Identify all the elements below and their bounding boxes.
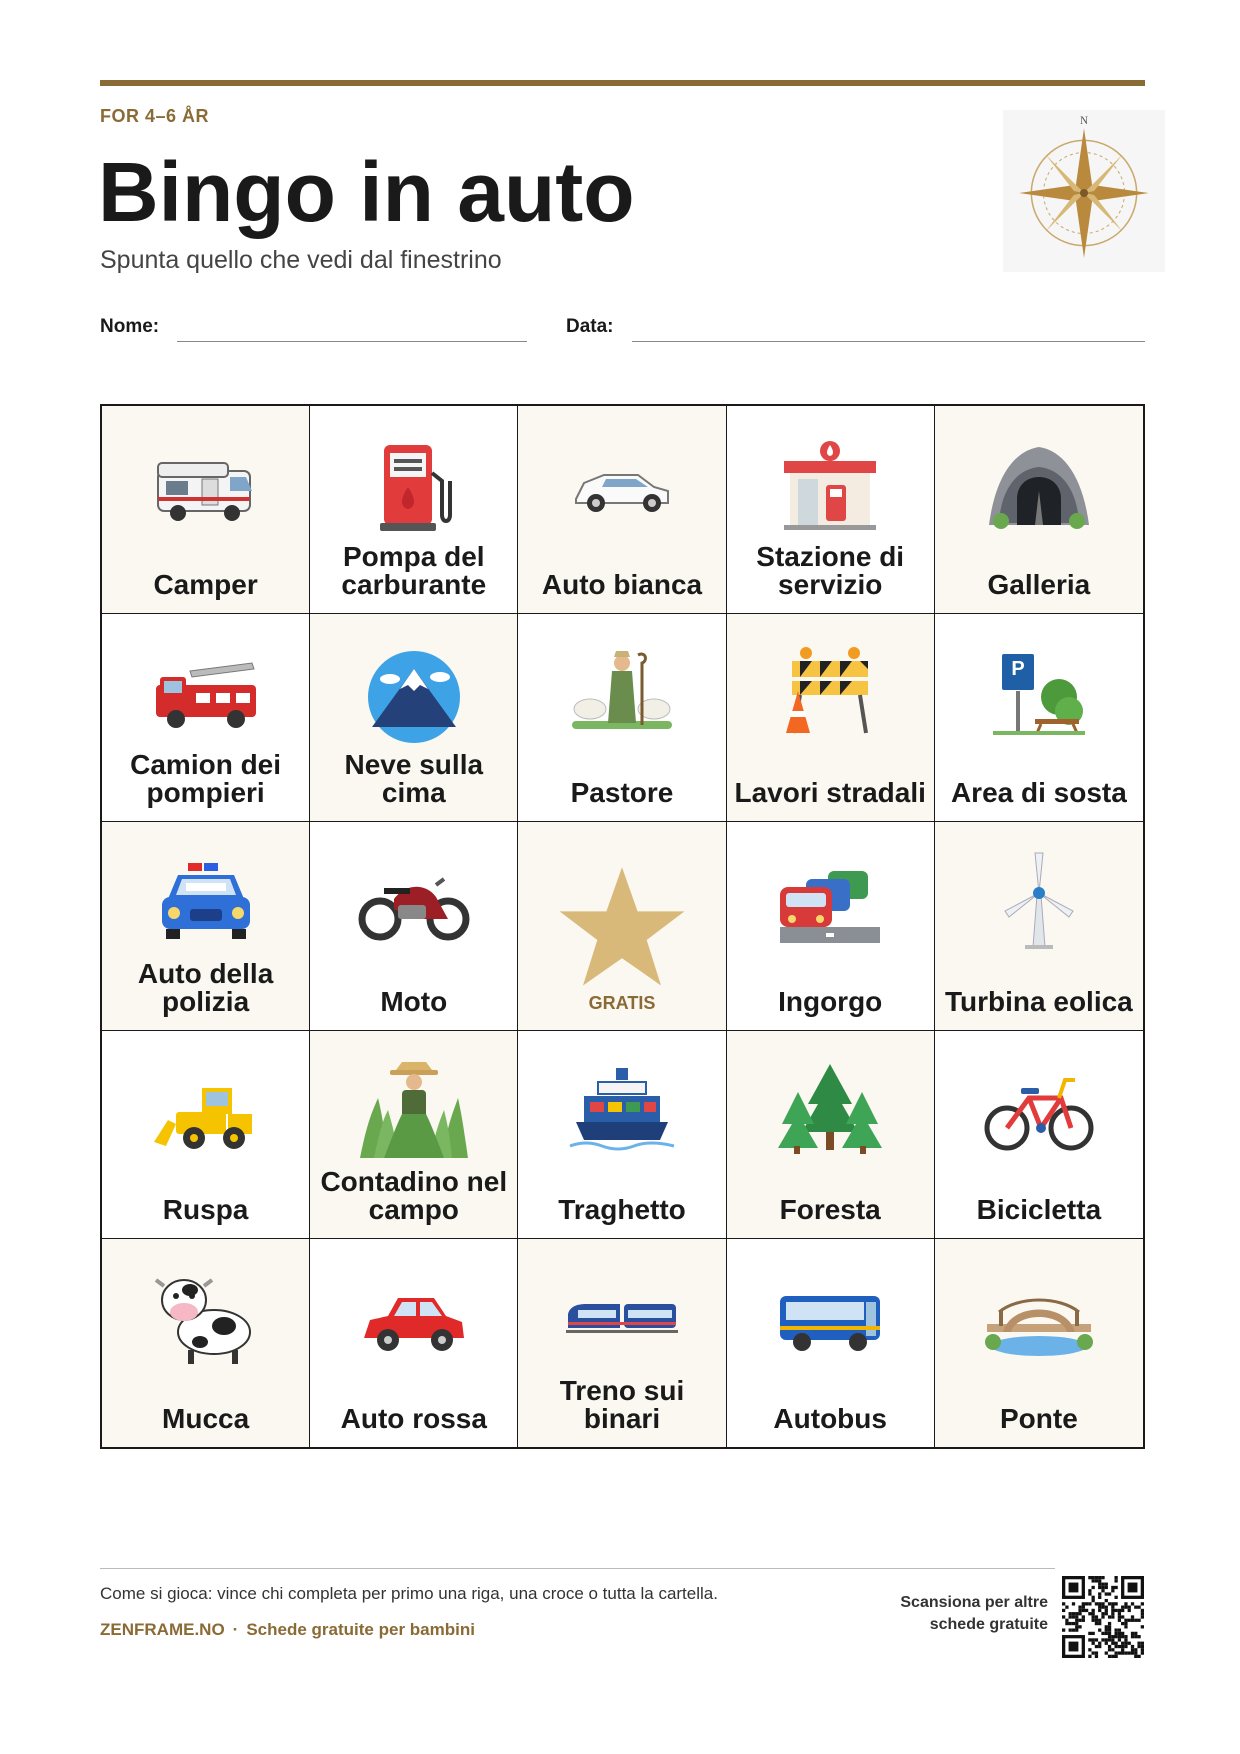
bingo-cell[interactable] <box>727 406 935 614</box>
bingo-cell-label: Camper <box>153 569 258 601</box>
bingo-cell-label: Camion dei pompieri <box>130 749 282 809</box>
bridge-icon <box>979 1261 1099 1371</box>
bingo-cell[interactable] <box>935 1031 1143 1239</box>
bingo-cell-label: Mucca <box>162 1402 250 1434</box>
date-field[interactable] <box>632 341 1145 342</box>
how-to-play-text: Come si gioca: vince chi completa per primo una riga, una croce o tutta la cartella. <box>100 1584 718 1603</box>
wind-turbine-icon <box>979 844 1099 954</box>
bingo-cell[interactable] <box>102 406 310 614</box>
age-label: FOR 4–6 ÅR <box>100 106 210 126</box>
bingo-cell-label: Auto della polizia <box>137 957 274 1017</box>
scan-caption <box>860 1592 1048 1637</box>
bingo-cell-label: Auto bianca <box>541 569 703 601</box>
ferry-icon <box>562 1053 682 1163</box>
bingo-cell-free[interactable] <box>518 822 726 1030</box>
compass-north-label: N <box>1079 115 1089 128</box>
roadwork-icon <box>770 636 890 746</box>
white-car-icon <box>562 428 682 538</box>
bingo-cell[interactable] <box>310 1031 518 1239</box>
bingo-cell-label: Neve sulla cima <box>344 749 484 809</box>
fuel-pump-icon <box>354 428 474 538</box>
rest-area-icon <box>979 636 1099 746</box>
svg-text:P: P <box>1011 658 1025 681</box>
brand-line <box>100 1620 475 1640</box>
bingo-cell-label: GRATIS <box>588 992 656 1013</box>
snowy-mountain-icon <box>354 636 474 746</box>
bingo-cell[interactable] <box>518 614 726 822</box>
footer-divider <box>100 1568 1055 1569</box>
bicycle-icon <box>979 1053 1099 1163</box>
star-icon <box>557 862 687 992</box>
page-subtitle: Spunta quello che vedi dal finestrino <box>100 246 502 274</box>
camper-icon <box>146 428 266 538</box>
bingo-cell-label: Area di sosta <box>950 777 1127 809</box>
bingo-cell[interactable] <box>310 614 518 822</box>
bingo-cell[interactable] <box>727 614 935 822</box>
name-field[interactable] <box>177 341 527 342</box>
brand-name[interactable]: ZENFRAME.NO <box>100 1620 225 1639</box>
bingo-cell-label: Moto <box>380 985 448 1017</box>
bingo-cell[interactable] <box>102 822 310 1030</box>
red-car-icon <box>354 1261 474 1371</box>
bingo-cell-label: Pastore <box>570 777 674 809</box>
bingo-cell-label: Galleria <box>987 569 1091 601</box>
bingo-cell-label: Ponte <box>1000 1402 1078 1434</box>
bingo-cell-label: Stazione di servizio <box>756 541 905 601</box>
bingo-cell[interactable] <box>518 406 726 614</box>
bingo-cell[interactable] <box>935 1239 1143 1447</box>
bingo-cell[interactable] <box>310 1239 518 1447</box>
bingo-cell-label: Auto rossa <box>340 1402 487 1434</box>
date-label: Data: <box>566 316 614 337</box>
bingo-cell-label: Lavori stradali <box>734 777 926 809</box>
motorcycle-icon <box>354 844 474 954</box>
tunnel-icon <box>979 428 1099 538</box>
brand-separator: · <box>232 1620 239 1639</box>
bingo-cell-label: Turbina eolica <box>945 985 1133 1017</box>
bingo-cell-label: Autobus <box>773 1402 887 1434</box>
shepherd-icon <box>562 636 682 746</box>
bingo-cell[interactable] <box>727 822 935 1030</box>
bingo-cell-label: Bicicletta <box>976 1193 1102 1225</box>
cow-icon <box>146 1261 266 1371</box>
bingo-cell[interactable] <box>727 1031 935 1239</box>
top-rule <box>100 80 1145 86</box>
bus-icon <box>770 1261 890 1371</box>
fire-truck-icon <box>146 636 266 746</box>
bingo-cell-label: Ruspa <box>162 1193 249 1225</box>
bingo-cell[interactable] <box>518 1239 726 1447</box>
brand-tagline: Schede gratuite per bambini <box>246 1620 475 1639</box>
bingo-cell-label: Traghetto <box>558 1193 686 1225</box>
bingo-cell-label: Foresta <box>779 1193 881 1225</box>
scan-line-2: schede gratuite <box>929 1616 1048 1634</box>
name-label: Nome: <box>100 316 160 337</box>
page-title: Bingo in auto <box>98 145 635 239</box>
gas-station-icon <box>770 428 890 538</box>
bingo-cell-label: Treno sui binari <box>559 1374 685 1434</box>
bingo-cell[interactable] <box>935 406 1143 614</box>
bingo-cell[interactable] <box>727 1239 935 1447</box>
bingo-cell-label: Pompa del carburante <box>341 541 487 601</box>
bingo-cell-label: Contadino nel campo <box>320 1165 508 1225</box>
bulldozer-icon <box>146 1053 266 1163</box>
train-icon <box>562 1261 682 1371</box>
bingo-cell[interactable] <box>935 614 1143 822</box>
bingo-cell[interactable] <box>102 614 310 822</box>
traffic-jam-icon <box>770 844 890 954</box>
bingo-cell-label: Ingorgo <box>778 985 883 1017</box>
bingo-cell[interactable] <box>935 822 1143 1030</box>
scan-line-1: Scansiona per altre <box>900 1594 1048 1611</box>
police-car-icon <box>146 844 266 954</box>
bingo-grid <box>100 404 1145 1449</box>
farmer-icon <box>354 1053 474 1163</box>
bingo-cell[interactable] <box>102 1031 310 1239</box>
qr-code-icon[interactable] <box>1062 1576 1144 1658</box>
forest-icon <box>770 1053 890 1163</box>
bingo-cell[interactable] <box>102 1239 310 1447</box>
bingo-cell[interactable] <box>310 822 518 1030</box>
bingo-cell[interactable] <box>518 1031 726 1239</box>
bingo-cell[interactable] <box>310 406 518 614</box>
compass-icon <box>1003 110 1165 272</box>
